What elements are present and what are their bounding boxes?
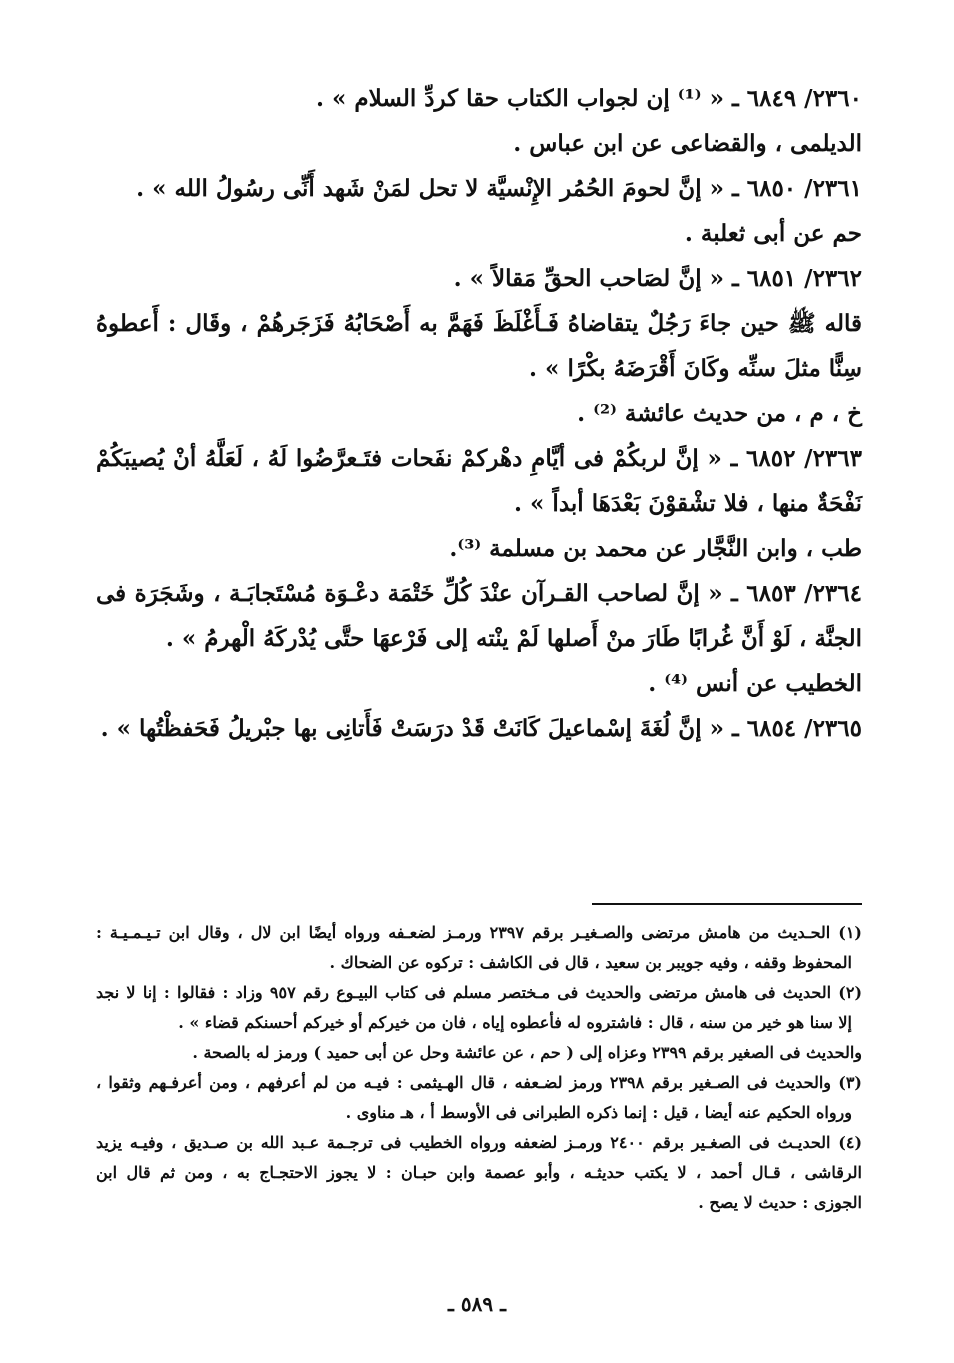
main-text bbox=[96, 76, 862, 751]
page-number: ـ ٥٨٩ ـ bbox=[448, 1292, 506, 1316]
footnotes bbox=[96, 918, 862, 1218]
footnote-2: (٢) الحديث فى هامش مرتضى والحديث فى مـختصر مسلم فى كتاب البيـوع رقم ٩٥٧ وزاد : فقالوا : إنا لا نجد bbox=[96, 983, 863, 1002]
hadith-2362: ٢٣٦٢/ ٦٨٥١ ـ « إنَّ لصَاحب الحقِّ مَقالاً » . bbox=[453, 265, 862, 292]
hadith-2363-end: نَفْحَةٌ منها ، فلا تشْقوْنَ بَعْدَهَا أبداً » . bbox=[514, 490, 862, 517]
footnote-1: (١) الحـديث من هامش مرتضى والصـغيـر برقم ٢٣٩٧ ورمـز لضعـفه ورواه أيضًا ابن لال ، وقال ابن تـيـمـيـة : bbox=[96, 923, 862, 942]
footnote-4-cont-2: الجوزى : حديث لا يصح . bbox=[698, 1193, 862, 1212]
source-2362: خ ، م ، من حديث عائشة ⁽²⁾ . bbox=[577, 400, 862, 427]
hadith-2362-context: قاله ﷺ حين جاءَ رَجُلٌ يتقاضاهُ فَـأَغْلَظَ فَهَمَّ به أَصْحَابُهُ فَزَجَرهُمْ ، وقَال : أَعطوهُ bbox=[96, 310, 862, 337]
footnote-3: (٣) والحديث فى الصـغير برقم ٢٣٩٨ ورمز لضـعفه ، قال الهـيثمى : فيـه من لم أعرفهم ، ومن أعرفـهم وثقوا ، bbox=[96, 1073, 862, 1092]
hadith-2364: ٢٣٦٤/ ٦٨٥٣ ـ « إنَّ لصاحب القـرآن عنْدَ كُلِّ خَتْمَة دعْـوَة مُسْتَجابَـة ، وشَجَرَة فى bbox=[96, 580, 862, 607]
source-2363: طب ، وابن النَّجَّار عن محمد بن مسلمة ⁽³⁾. bbox=[449, 535, 862, 562]
footnote-4: (٤) الحديـث فى الصغـير برقم ٢٤٠٠ ورمـز لضعفه ورواه الخطيب فى ترجـمة عـبد الله بن صـديق ، وفيـه يزيد bbox=[96, 1133, 863, 1152]
hadith-2363: ٢٣٦٣/ ٦٨٥٢ ـ « إنَّ لربكُمْ فى أيَّامِ دهْركمْ نفَحات فتَـعرَّضُوا لَهُ ، لَعَلَّهُ أنْ يُصيبَكُمْ bbox=[96, 445, 862, 472]
hadith-2360: ٢٣٦٠/ ٦٨٤٩ ـ « ⁽¹⁾ إن لجواب الكتاب حقا كردِّ السلام » . bbox=[315, 85, 862, 112]
footnote-4-cont: الرقاشى ، قـال أحمد ، لا يكتب حديثـه ، وأبو عصمة وابن حبـان : لا يجوز الاحتجـاج به ، ومن ثم قال ابن bbox=[96, 1163, 862, 1182]
source-2361: حم عن أبى ثعلبة . bbox=[684, 220, 862, 247]
footnote-2-cont-2: والحديث فى الصغير برقم ٢٣٩٩ وعزاه إلى ( حم ، عن عائشة وحل عن أبى حميد ) ورمز له بالصحة . bbox=[192, 1043, 862, 1062]
source-2360: الديلمى ، والقضاعى عن ابن عباس . bbox=[513, 130, 862, 157]
footnote-2-cont: إلا سنا هو خير من سنه ، قال : فاشتروه له فأعطوه إياه ، فان من خيركم أو خيركم أحسنكم قضاء » . bbox=[178, 1013, 852, 1032]
hadith-2361: ٢٣٦١/ ٦٨٥٠ ـ « إنَّ لحومَ الحُمُر الإِنْسيَّة لا تحل لمَنْ شَهد أَنِّى رسُولُ الله » . bbox=[136, 175, 862, 202]
footnote-separator bbox=[592, 903, 862, 905]
source-2364: الخطيب عن أنس ⁽⁴⁾ . bbox=[648, 670, 862, 697]
hadith-2365: ٢٣٦٥/ ٦٨٥٤ ـ « إنَّ لُغَةَ إسْماعيلَ كَانَتْ قَدْ درَسَتْ فَأَتانِى بها جبْريلُ فَحَفظْتُها » . bbox=[100, 715, 862, 742]
hadith-2362-context-end: سِنًّا مثلَ سنِّه وكَانَ أَقْرَضَهُ بكْرًا » . bbox=[529, 355, 862, 382]
footnote-1-cont: المحفوظ وقفه ، وفيه جويبر بن سعيد ، قال فى الكاشف : تركوه عن الضحاك . bbox=[329, 953, 852, 972]
footnote-3-cont: ورواه الحكيم عنه أيضا ، قيل : إنما ذكره الطبرانى فى الأوسط أ ، هـ مناوى . bbox=[345, 1103, 852, 1122]
hadith-2364-end: الجنَّة ، لَوْ أَنَّ غُرابًا طَارَ منْ أَصلها لَمْ ينْته إلى فَرْعهَا حتَّى يُدْركَهُ الْهرمُ » . bbox=[165, 625, 862, 652]
